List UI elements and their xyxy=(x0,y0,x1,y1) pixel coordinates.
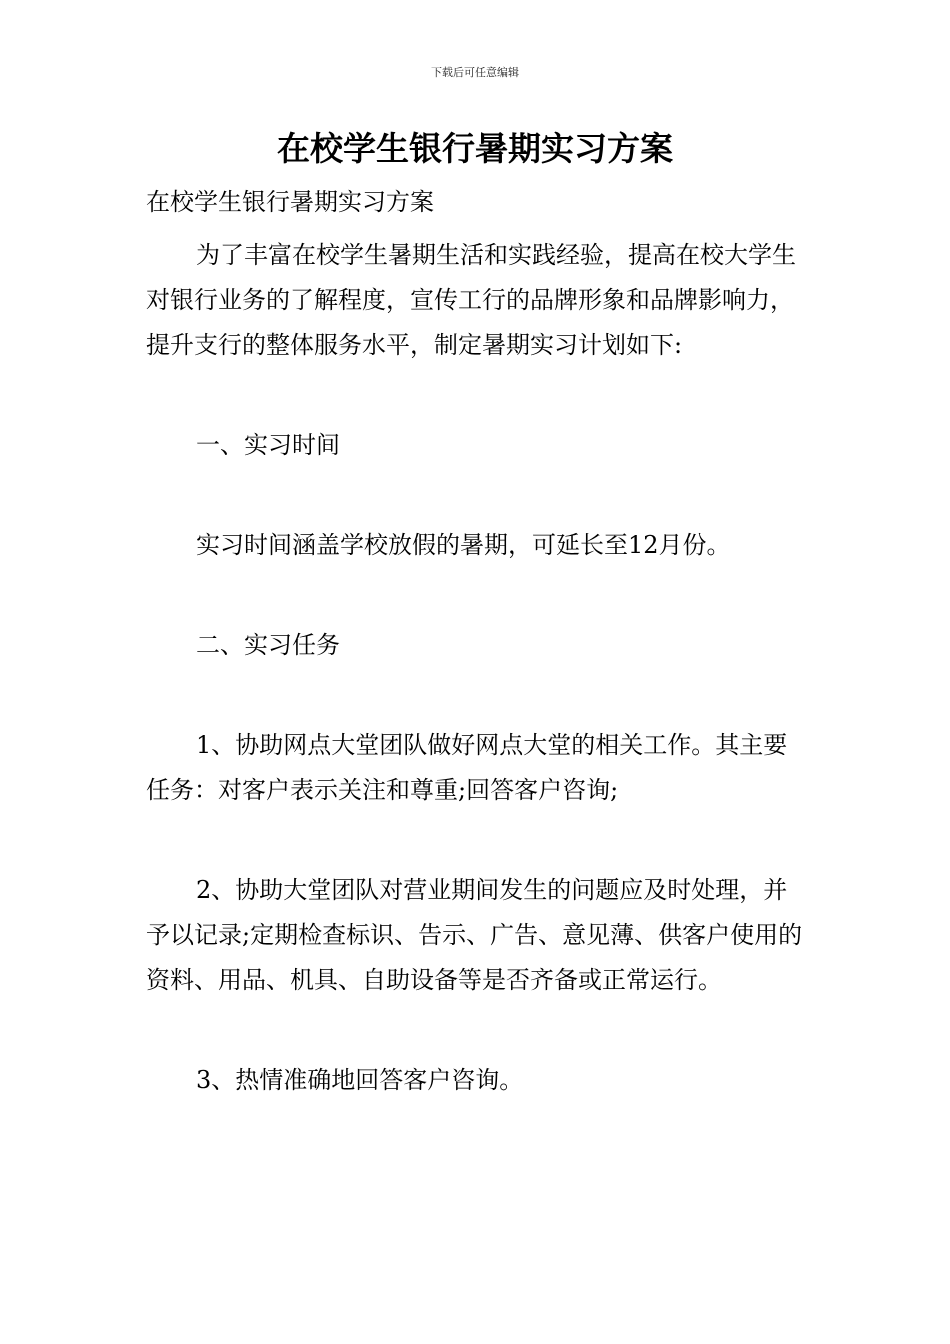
spacer xyxy=(146,1003,808,1058)
header-note: 下载后可任意编辑 xyxy=(431,66,519,79)
spacer xyxy=(146,468,808,523)
spacer xyxy=(146,813,808,868)
spacer xyxy=(146,568,808,623)
task-item-1: 1、协助网点大堂团队做好网点大堂的相关工作。其主要任务：对客户表示关注和尊重;回答客户咨询; xyxy=(146,731,788,804)
section-heading-time: 一、实习时间 xyxy=(196,431,340,459)
document-subtitle: 在校学生银行暑期实习方案 xyxy=(146,188,434,216)
document-title: 在校学生银行暑期实习方案 xyxy=(277,129,673,168)
spacer xyxy=(146,368,808,423)
task-item-2: 2、协助大堂团队对营业期间发生的问题应及时处理，并予以记录;定期检查标识、告示、广告、意见薄、供客户使用的资料、用品、机具、自助设备等是否齐备或正常运行。 xyxy=(146,876,803,994)
section-body-time: 实习时间涵盖学校放假的暑期，可延长至12月份。 xyxy=(196,531,731,559)
document-body xyxy=(146,180,808,1103)
section-heading-tasks: 二、实习任务 xyxy=(196,631,340,659)
intro-paragraph: 为了丰富在校学生暑期生活和实践经验，提高在校大学生对银行业务的了解程度，宣传工行的品牌形象和品牌影响力，提升支行的整体服务水平，制定暑期实习计划如下: xyxy=(146,241,796,359)
task-item-3: 3、热情准确地回答客户咨询。 xyxy=(196,1066,524,1094)
spacer xyxy=(146,668,808,723)
